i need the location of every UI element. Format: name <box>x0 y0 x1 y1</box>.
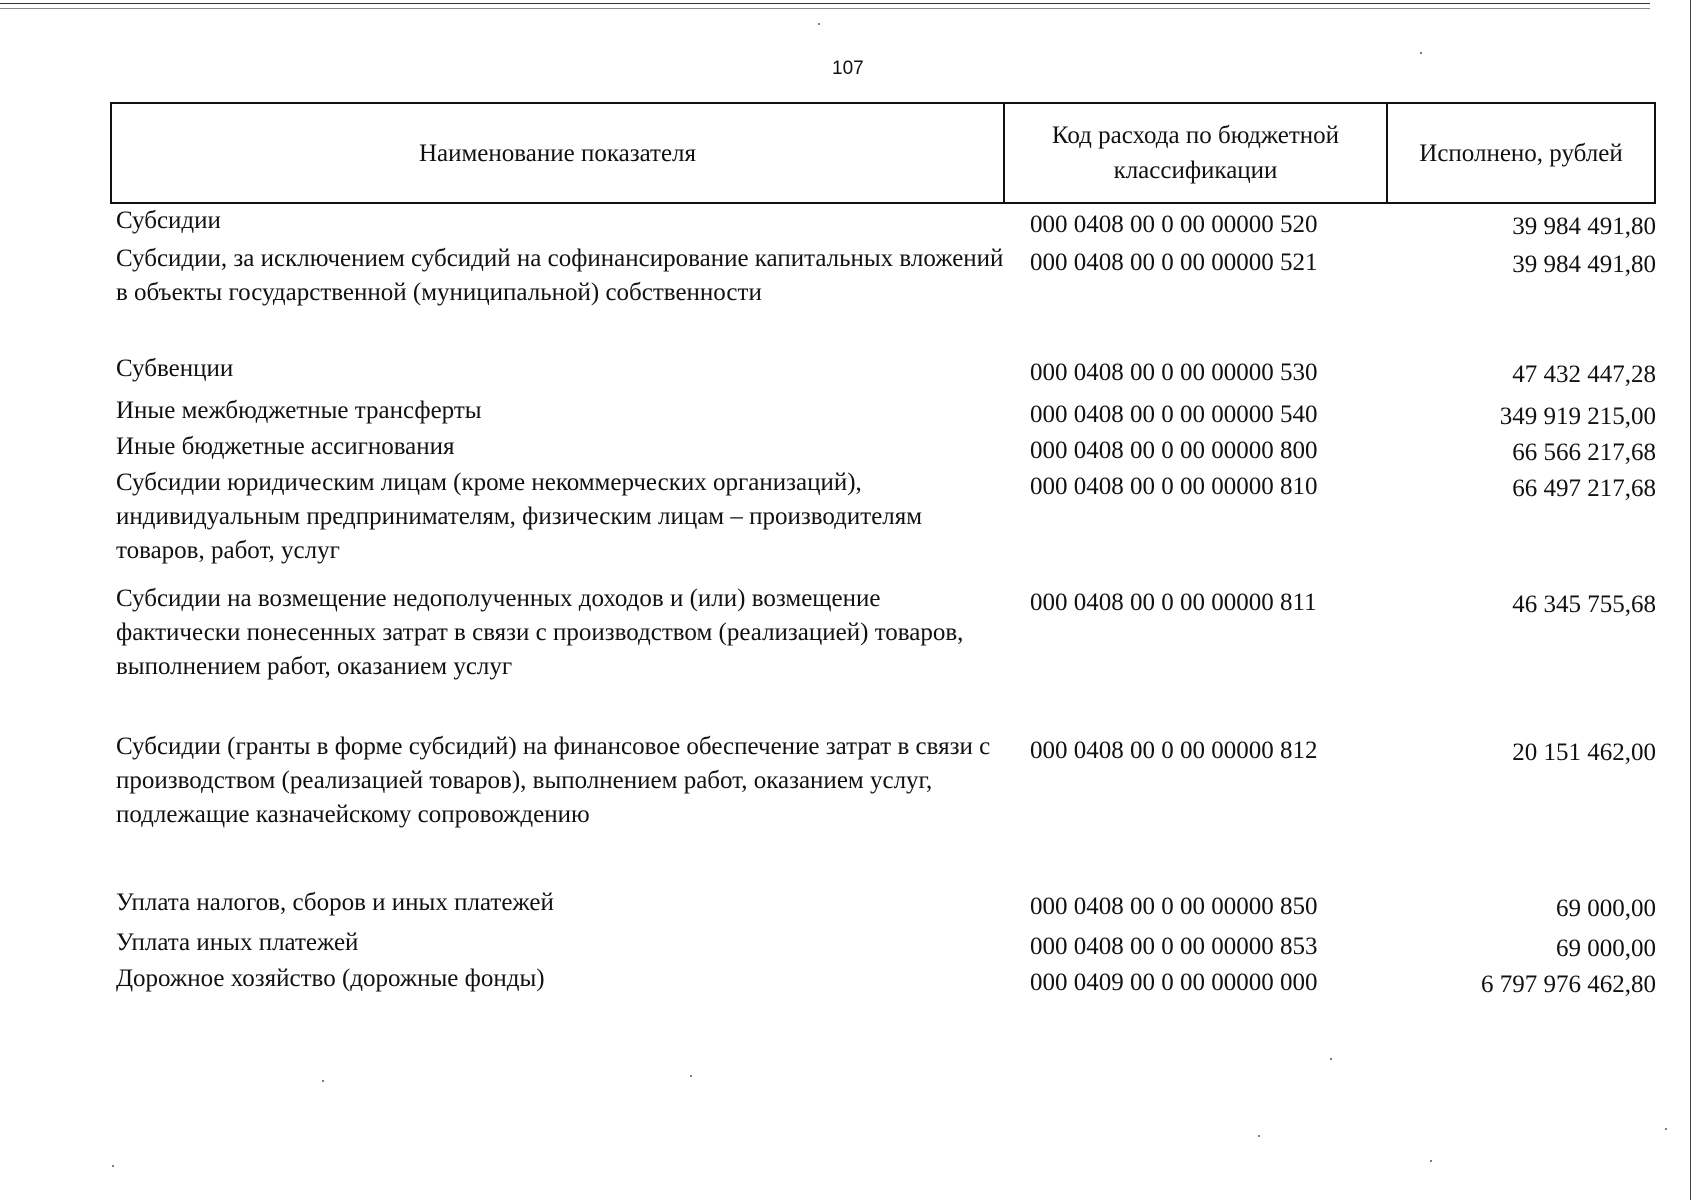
row-amount: 39 984 491,80 <box>1512 251 1656 278</box>
page-number: 107 <box>832 58 864 79</box>
row-code: 000 0408 00 0 00 00000 800 <box>1030 437 1318 464</box>
row-amount: 69 000,00 <box>1556 935 1656 962</box>
row-amount: 6 797 976 462,80 <box>1481 971 1656 998</box>
row-name: Субсидии, за исключением субсидий на софинансирование капитальных вложений в объекты государственной (муниципальной) собственности <box>116 245 1004 306</box>
row-amount: 69 000,00 <box>1556 895 1656 922</box>
row-name: Субвенции <box>116 355 234 382</box>
row-code: 000 0408 00 0 00 00000 521 <box>1030 249 1318 276</box>
row-name: Субсидии на возмещение недополученных доходов и (или) возмещение фактически понесенных затрат в связи с производством (реализацией) товаров, выполнением работ, оказанием услуг <box>116 585 964 680</box>
header-amount-column: Исполнено, рублей <box>1419 139 1623 167</box>
row-name: Субсидии <box>116 207 221 234</box>
scan-speck <box>818 23 820 25</box>
page-edge <box>1690 0 1691 1200</box>
row-name: Уплата иных платежей <box>116 929 359 956</box>
row-name: Дорожное хозяйство (дорожные фонды) <box>116 965 545 992</box>
row-code: 000 0408 00 0 00 00000 810 <box>1030 473 1318 500</box>
row-code: 000 0408 00 0 00 00000 540 <box>1030 401 1318 428</box>
row-name: Субсидии юридическим лицам (кроме некоммерческих организаций), индивидуальным предпринимателям, физическим лицам – производителям товаров, работ, услуг <box>116 469 923 564</box>
scan-speck <box>1665 1128 1667 1130</box>
scan-speck <box>1258 1135 1260 1137</box>
row-amount: 66 566 217,68 <box>1512 439 1656 466</box>
row-code: 000 0408 00 0 00 00000 850 <box>1030 893 1318 920</box>
row-code: 000 0408 00 0 00 00000 530 <box>1030 359 1318 386</box>
scan-speck <box>1420 52 1422 54</box>
header-code-column: Код расхода по бюджетной классификации <box>1005 104 1388 202</box>
header-name-column: Наименование показателя <box>112 104 1005 202</box>
row-amount: 20 151 462,00 <box>1512 739 1656 766</box>
row-amount: 66 497 217,68 <box>1512 475 1656 502</box>
row-name: Уплата налогов, сборов и иных платежей <box>116 889 554 916</box>
row-code: 000 0408 00 0 00 00000 811 <box>1030 589 1317 616</box>
row-amount: 349 919 215,00 <box>1499 403 1656 430</box>
table-header <box>110 102 1656 204</box>
row-code: 000 0408 00 0 00 00000 520 <box>1030 211 1318 238</box>
row-name: Иные бюджетные ассигнования <box>116 433 455 460</box>
row-amount: 46 345 755,68 <box>1512 591 1656 618</box>
scan-speck <box>112 1165 114 1167</box>
row-code: 000 0408 00 0 00 00000 853 <box>1030 933 1318 960</box>
scan-speck <box>1430 1160 1432 1162</box>
top-border-line <box>0 3 1650 4</box>
row-amount: 47 432 447,28 <box>1512 361 1656 388</box>
top-border-line-secondary <box>0 8 1650 9</box>
row-name: Иные межбюджетные трансферты <box>116 397 482 424</box>
row-code: 000 0408 00 0 00 00000 812 <box>1030 737 1318 764</box>
scan-speck <box>690 1075 692 1077</box>
row-name: Субсидии (гранты в форме субсидий) на финансовое обеспечение затрат в связи с производством (реализацией товаров), выполнением работ, оказанием услуг, подлежащие казначейскому сопровождению <box>116 733 991 828</box>
row-code: 000 0409 00 0 00 00000 000 <box>1030 969 1318 996</box>
row-amount: 39 984 491,80 <box>1512 213 1656 240</box>
scan-speck <box>1330 1058 1332 1060</box>
scan-speck <box>322 1080 324 1082</box>
